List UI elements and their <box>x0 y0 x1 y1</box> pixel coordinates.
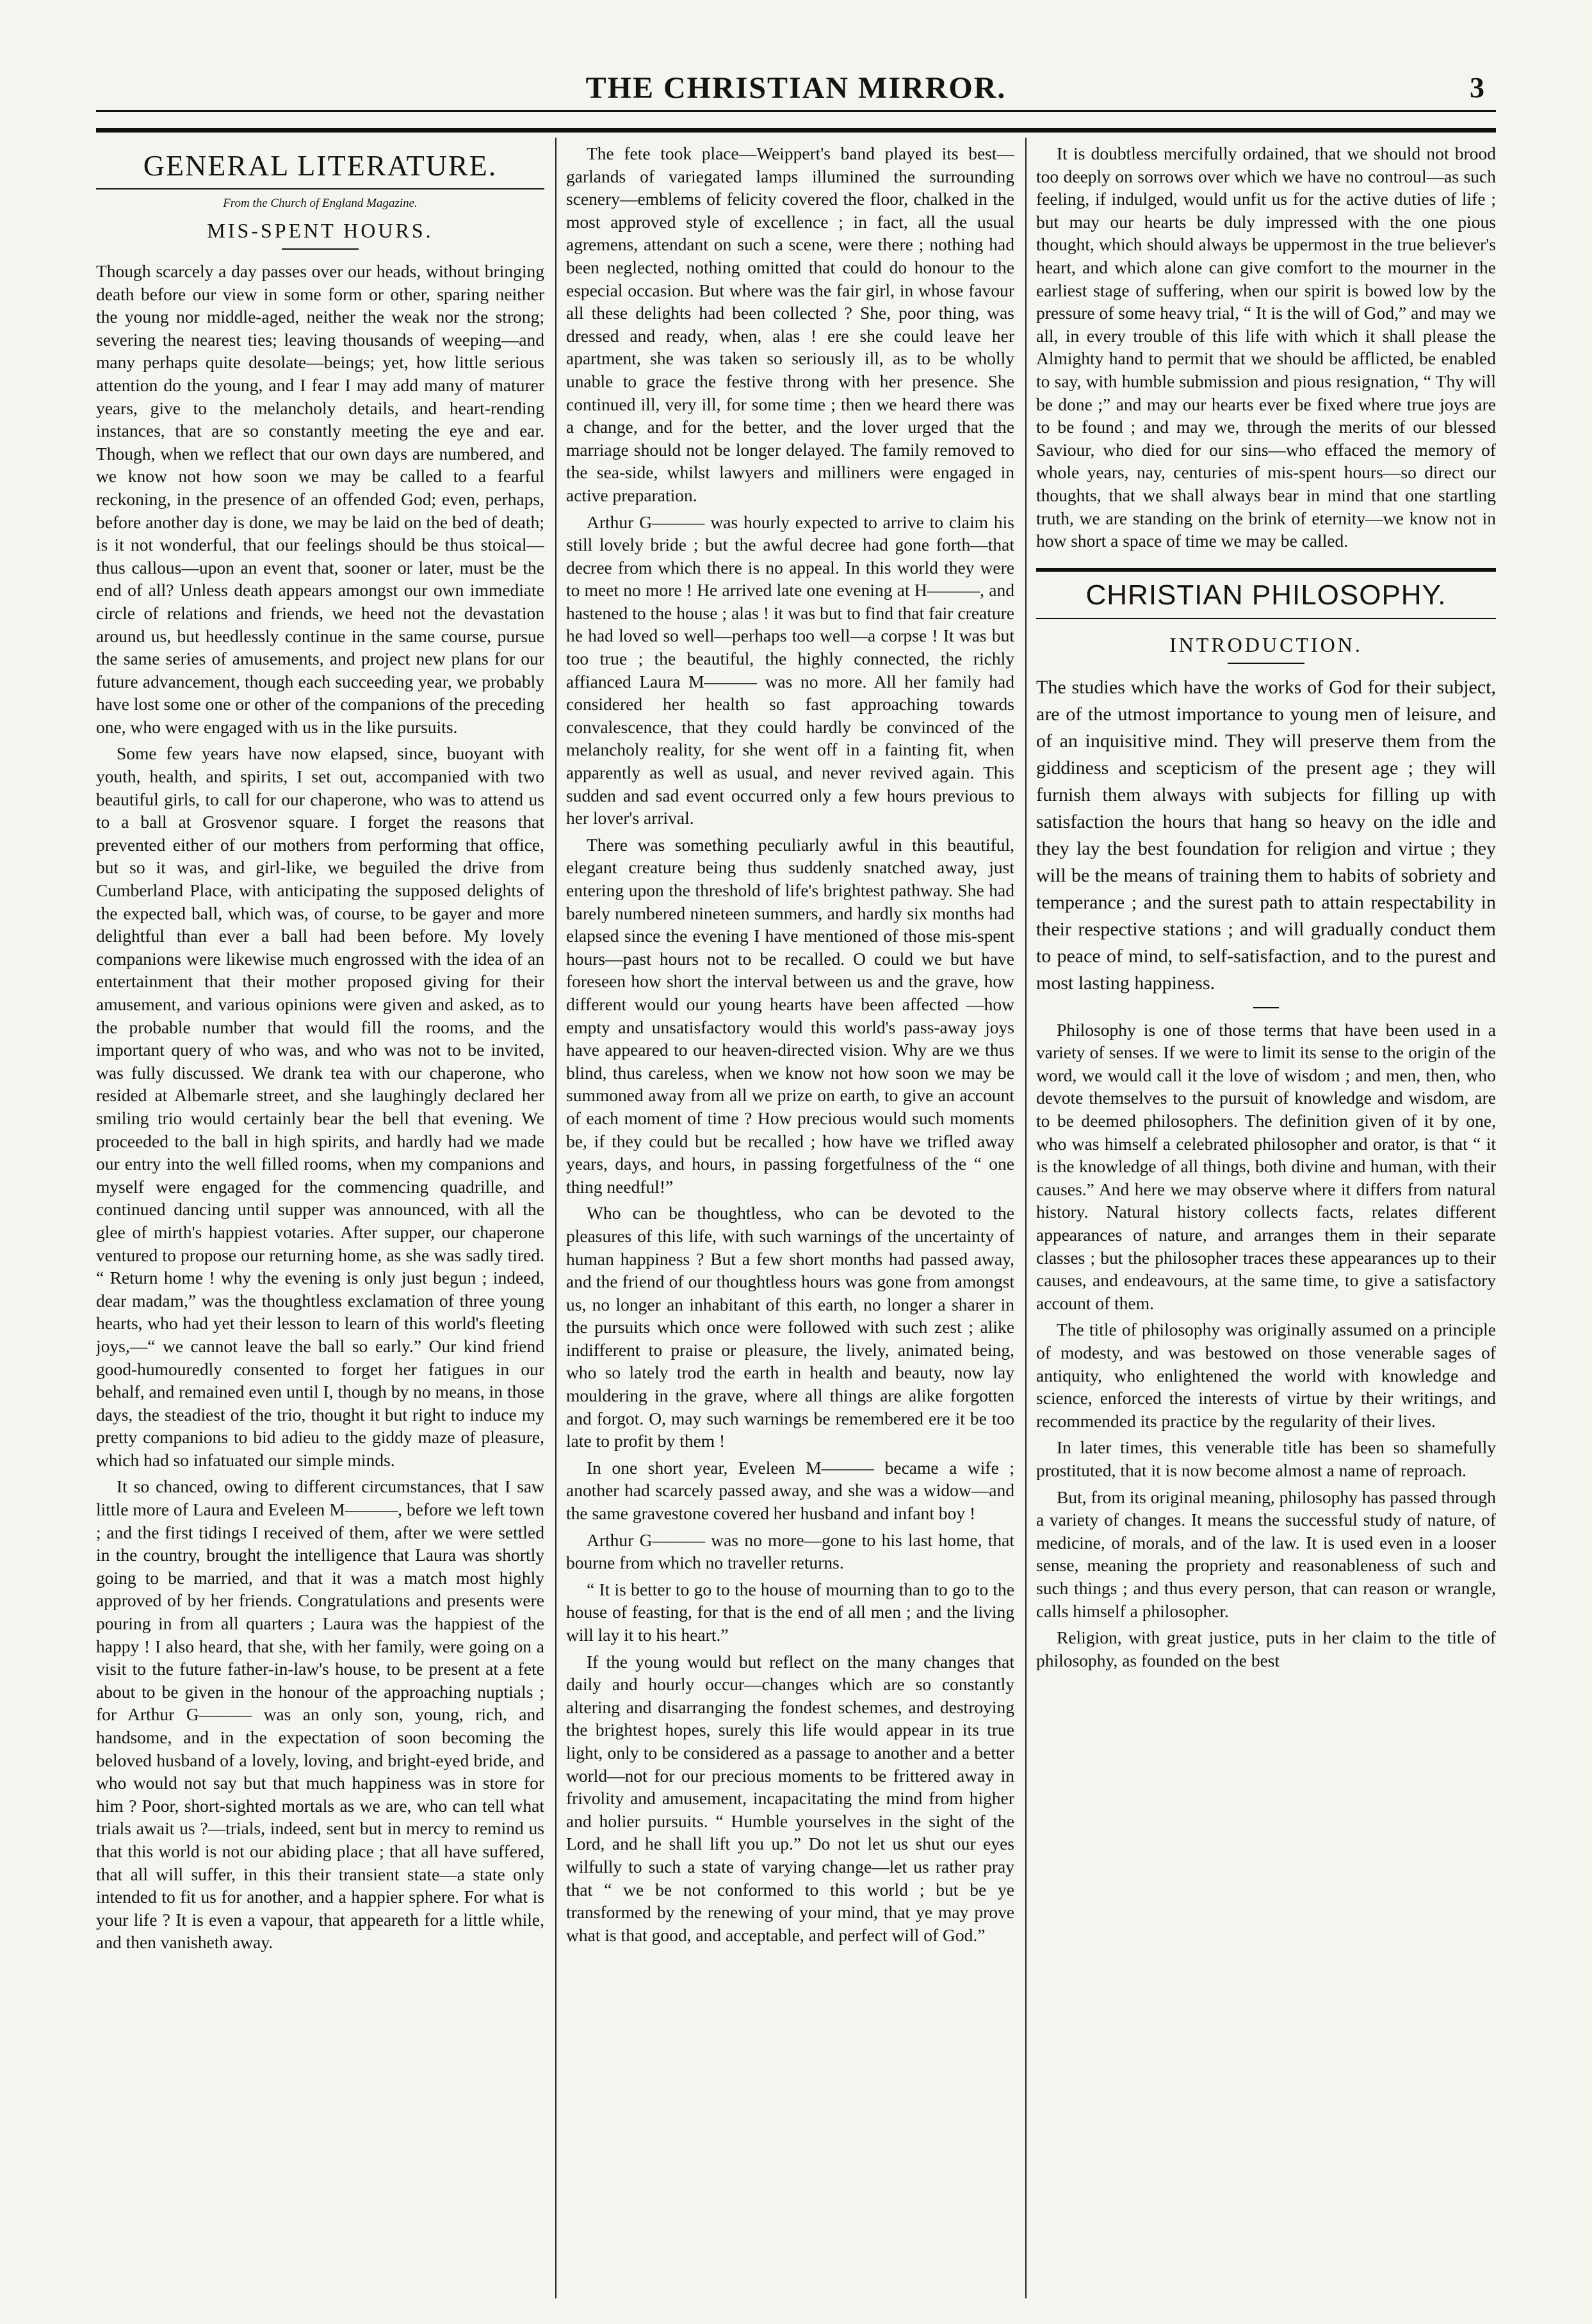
column-divider <box>555 138 556 2298</box>
column-1 <box>96 142 544 2300</box>
section-heading-general-literature: GENERAL LITERATURE. <box>143 149 498 182</box>
page-number: 3 <box>1470 71 1484 104</box>
paragraph: The studies which have the works of God for their subject, are of the utmost importance to young men of leisure, and of an inquisitive mind. They will preserve them from the giddiness and scepticism of the present age ; they will furnish them always with subjects for filling up with satisfaction the hours that hang so heavy on the idle and they lay the best foundation for religion and virtue ; they will be the means of training them to habits of sobriety and temperance ; and the surest path to attain respectability in their respective stations ; and will gradually conduct them to peace of mind, to self-satisfaction, and to the purest and most lasting happiness. <box>1036 676 1496 994</box>
title-rule <box>282 248 359 250</box>
paragraph: In one short year, Eveleen M——— became a wife ; another had scarcely passed away, and she was a widow—and the same gravestone covered her husband and infant boy ! <box>566 1457 1014 1524</box>
column-3 <box>1036 142 1496 2300</box>
paragraph: It is doubtless mercifully ordained, that we should not brood too deeply on sorrows over which we have no controul—as such feeling, if indulged, would unfit us for the active duties of life ; but may our hearts be duly impressed with the one pious thought, which should always be uppermost in the true believer's heart, and which alone can give comfort to the mourner in the earliest stage of suffering, when our spirit is bowed low by the pressure of some heavy trial, “ It is the will of God,” and may we all, in every trouble of this life with which it shall please the Almighty hand to permit that we should be afflicted, be enabled to say, with humble submission and pious resignation, “ Thy will be done ;” and may our hearts ever be fixed where true joys are to be found ; and may we, through the merits of our blessed Saviour, who died for our sins—who effaced the memory of whole years, nay, centuries of mis-spent hours—so direct our thoughts, that we shall always bear in mind that one startling truth, we are standing on the brink of eternity—we know not in how short a space of time we may be called. <box>1036 143 1496 551</box>
paragraph: Though scarcely a day passes over our heads, without bringing death before our view in some form or other, sparing neither the young nor middle-aged, neither the weak nor the strong; severing the nearest ties; leaving thousands of weeping—and many perhaps quite desolate—beings; yet, how little serious attention do the young, and I fear I may add many of maturer years, give to the melancholy details, and heart-rending instances, that are so constantly meeting the eye and ear. Though, when we reflect that our own days are numbered, and we know not how soon we may be called to a fearful reckoning, in the presence of an offended God; even, perhaps, before another day is done, we may be laid on the bed of death; is it not wonderful, that our feelings should be thus stoical—thus callous—upon an event that, sooner or later, must be the end of all? Unless death appears amongst our own immediate circle of relations and friends, we heed not the devastation around us, but heedlessly continue in the same course, pursue the same series of amusements, and project new plans for our future advancement, though each succeeding year, we probably have lost some one or other of the companions of the preceding one, who were engaged with us in the like pursuits. <box>96 261 544 737</box>
article-title: INTRODUCTION. <box>1169 633 1363 656</box>
article-title: MIS-SPENT HOURS. <box>207 219 434 242</box>
paragraph: Philosophy is one of those terms that have been used in a variety of senses. If we were to limit its sense to the origin of the word, we would call it the love of wisdom ; and men, then, who devote themselves to the pursuit of knowledge and wisdom, are to be deemed philosophers. The definition given of it by one, who was himself a celebrated philosopher and orator, is that “ it is the knowledge of all things, both divine and human, with their causes.” And here we may observe where it differs from natural history. Natural history collects facts, relates different appearances of nature, and arranges them in their separate classes ; but the philosopher traces these appearances up to their causes, and endeavours, at the same time, to give a satisfactory account of them. <box>1036 1019 1496 1313</box>
section-rule-thick <box>1036 568 1496 572</box>
paragraph: Some few years have now elapsed, since, buoyant with youth, health, and spirits, I set out, accompanied with two beautiful girls, to call for our chaperone, who was to attend us to a ball at Grosvenor square. I forget the reasons that prevented either of our mothers from performing that office, but so it was, and girl-like, we beguiled the drive from Cumberland Place, with anticipating the supposed delights of the expected ball, which was, of course, to be gayer and more delightful than ever a ball had been before. My lovely companions were likewise much engrossed with the idea of an entertainment that their mother proposed giving for their amusement, and various opinions were given and asked, as to the probable number that would fill the rooms, and the important query of who was, and who was not to be invited, was fully discussed. We drank tea with our chaperone, who resided at Albemarle street, and she laughingly declared her smiling trio would certainly bear the bell that evening. We proceeded to the ball in high spirits, and hardly had we made our entry into the well filled rooms, when my companions and myself were engaged for the commencing quadrille, and continued dancing until supper was announced, with all the glee of mirth's happiest votaries. After supper, our chaperone ventured to propose our returning home, as she was sadly tired. “ Return home ! why the evening is only just begun ; indeed, dear madam,” was the thoughtless exclamation of three young hearts, who had yet their lesson to learn of this world's fleeting joys,—“ we cannot leave the ball so early.” Our kind friend good-humouredly consented to forget her fatigues in our behalf, and remained even until I, though by no means, in those days, the steadiest of the trio, thought it but right to induce my pretty companions to bid adieu to the giddy maze of pleasure, which had so infatuated our simple minds. <box>96 743 544 1470</box>
paragraph: “ It is better to go to the house of mourning than to go to the house of feasting, for that is the end of all men ; and the living will lay it to his heart.” <box>566 1579 1014 1645</box>
paragraph: There was something peculiarly awful in this beautiful, elegant creature being thus suddenly snatched away, just entering upon the threshold of life's brightest pathway. She had barely numbered nineteen summers, and hardly six months had elapsed since the evening I have mentioned of those mis-spent hours—past hours not to be recalled. O could we but have foreseen how short the interval between us and the grave, how different would our young hearts have been affected —how empty and unsatisfactory would this world's pass-away joys have appeared to our heaven-directed vision. Why are we thus blind, thus careless, when we know not how soon we may be summoned away from all we prize on earth, to give an account of each moment of time ? How precious would such moments be, if they could but be recalled ; how have we trifled away years, days, and hours, in passing forgetfulness of the “ one thing needful!” <box>566 834 1014 1197</box>
section-rule <box>96 188 544 190</box>
column-2 <box>566 142 1014 2300</box>
paragraph: Arthur G——— was no more—gone to his last home, that bourne from which no traveller returns. <box>566 1529 1014 1573</box>
paragraph: The fete took place—Weippert's band played its best—garlands of variegated lamps illumined the surrounding scenery—emblems of felicity covered the floor, chalked in the most approved style of excellence ; in fact, all the usual agremens, attendant on such a scene, were there ; nothing had been neglected, nothing omitted that could do honour to the especial occasion. But where was the fair girl, in whose favour all these delights had been collected ? She, poor thing, was dressed and ready, when, alas ! ere she could leave her apartment, she was taken so seriously ill, as to be wholly unable to grace the festive throng with her presence. She continued ill, very ill, for some time ; then we heard there was a change, and for the better, and the lover urged that the marriage should not be longer delayed. The family removed to the sea-side, whilst lawyers and milliners were engaged in active preparation. <box>566 143 1014 505</box>
title-rule <box>1228 663 1304 664</box>
paragraph: Arthur G——— was hourly expected to arrive to claim his still lovely bride ; but the awful decree had gone forth—that decree from which there is no appeal. In this world they were to meet no more ! He arrived late one evening at H———, and hastened to the house ; alas ! it was but to find that fair creature he had loved so well—perhaps too well—a corpse ! It was but too true ; the beautiful, the highly connected, the richly affianced Laura M——— was no more. All her family had considered her health so fast approaching towards convalescence, that they could hardly be convinced of the melancholy reality, for she went off in a fainting fit, when apparently as well as usual, and never revived again. This sudden and sad event occurred only a few hours previous to her lover's arrival. <box>566 512 1014 828</box>
column-divider <box>1025 138 1027 2298</box>
paragraph: But, from its original meaning, philosophy has passed through a variety of changes. It means the successful study of nature, of medicine, of morals, and of the law. It is used even in a looser sense, meaning the propriety and reasonableness of such and such things ; and thus every person, that can reason or wrangle, calls himself a philosopher. <box>1036 1487 1496 1621</box>
paragraph: It so chanced, owing to different circumstances, that I saw little more of Laura and Eveleen M———, before we left town ; and the first tidings I received of them, after we were settled in the country, brought the intelligence that Laura was shortly going to be married, and that it was a match most highly approved of by her friends. Congratulations and presents were pouring in from all quarters ; Laura was the happiest of the happy ! I also heard, that she, with her family, were going on a visit to the future father-in-law's house, to be present at a fete about to be given in the honour of the approaching nuptials ; for Arthur G——— was an only son, young, rich, and handsome, and in the expectation of soon becoming the beloved husband of a lovely, loving, and bright-eyed bride, and who would not say but that much happiness was in store for him ? Poor, short-sighted mortals as we are, who can tell what trials await us ?—trials, indeed, sent but in mercy to remind us that this world is not our abiding place ; that all have suffered, that all will suffer, in this their transient state—a state only intended to fit us for another, and a happier sphere. For what is your life ? It is even a vapour, that appeareth for a little while, and then vanisheth away. <box>96 1476 544 1953</box>
paragraph: The title of philosophy was originally assumed on a principle of modesty, and was bestowed on those venerable sages of antiquity, who enlightened the world with knowledge and science, enforced the interests of virtue by their writings, and recommended its practice by the regularity of their lives. <box>1036 1319 1496 1431</box>
paragraph-divider <box>1253 1007 1279 1008</box>
header-rule <box>96 110 1496 112</box>
article-source: From the Church of England Magazine. <box>223 197 418 210</box>
paragraph: Who can be thoughtless, who can be devoted to the pleasures of this life, with such warnings of the uncertainty of human happiness ? But a few short months had passed away, and the friend of our thoughtless hours was gone from amongst us, no longer an inhabitant of this earth, no longer a sharer in the pursuits which once were followed with such zest ; alike indifferent to praise or pleasure, the lively, animated being, who so lately trod the earth in health and beauty, now lay mouldering in the grave, where all things are alike forgotten and forgot. O, may such warnings be remembered ere it be too late to profit by them ! <box>566 1203 1014 1451</box>
paragraph: If the young would but reflect on the many changes that daily and hourly occur—changes which are so constantly altering and disarranging the fondest schemes, and destroying the brightest hopes, surely this life would appear in its true light, only to be considered as a passage to another and a better world—not for our precious moments to be frittered away in frivolity and amusement, incapacitating the mind from higher and holier pursuits. “ Humble yourselves in the sight of the Lord, and he shall lift you up.” Do not let us shut our eyes wilfully to such a state of varying change—let us rather pray that “ we be not conformed to this world ; but be ye transformed by the renewing of your mind, that ye may prove what is that good, and acceptable, and perfect will of God.” <box>566 1651 1014 1945</box>
section-heading-christian-philosophy: CHRISTIAN PHILOSOPHY. <box>1085 579 1447 611</box>
header-rule-thick <box>96 128 1496 133</box>
masthead <box>96 26 1496 105</box>
section-rule <box>1036 618 1496 619</box>
newspaper-title: THE CHRISTIAN MIRROR. <box>585 71 1007 105</box>
paragraph: In later times, this venerable title has been so shamefully prostituted, that it is now become almost a name of reproach. <box>1036 1437 1496 1480</box>
paragraph: Religion, with great justice, puts in her claim to the title of philosophy, as founded on the best <box>1036 1627 1496 1670</box>
